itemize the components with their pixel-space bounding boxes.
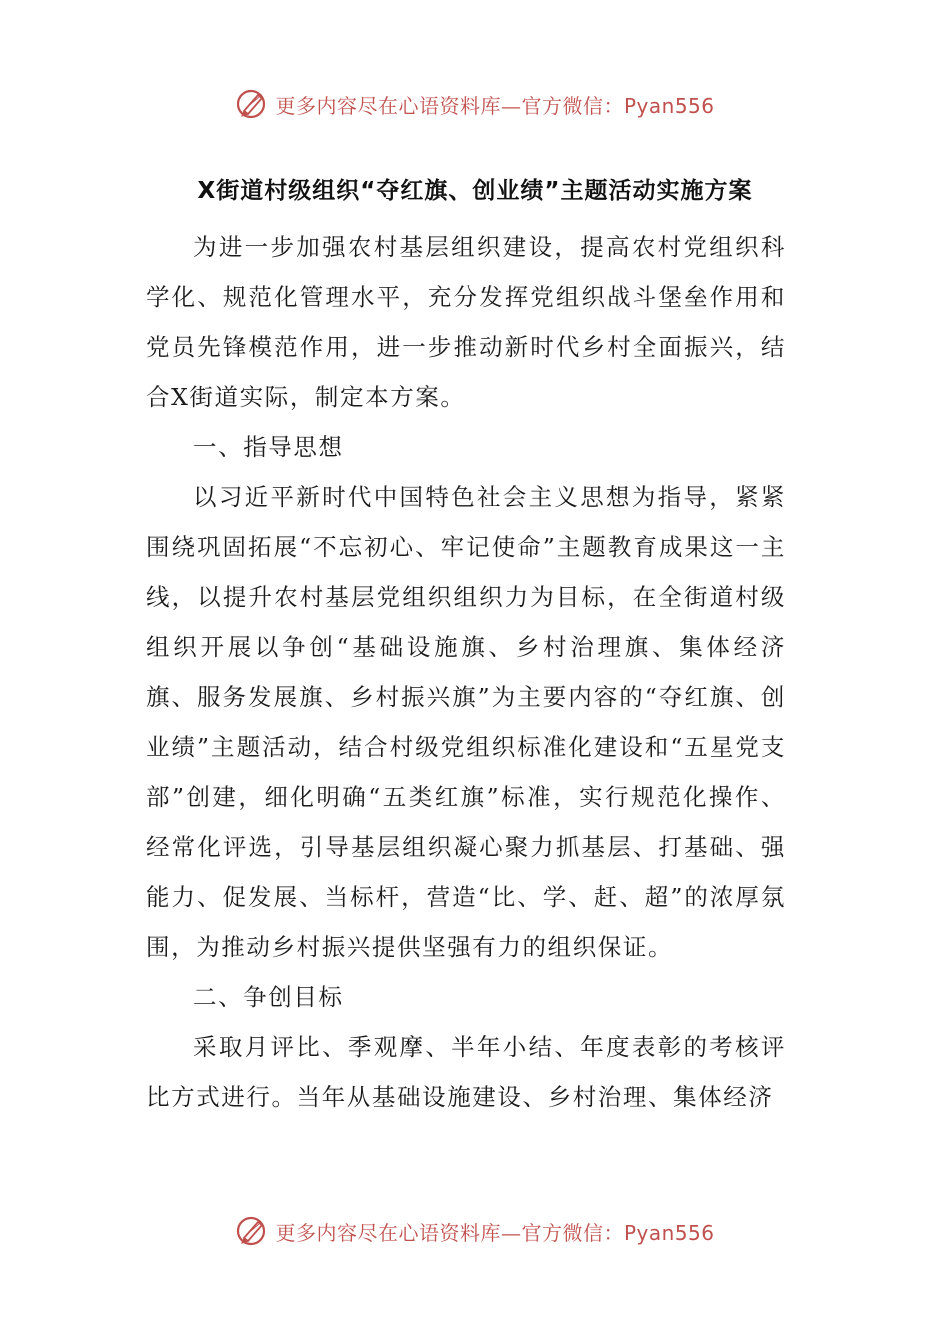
watermark-text [275,1217,714,1246]
document-title: X街道村级组织“夺红旗、创业绩”主题活动实施方案 [197,178,753,204]
section-heading-guiding-thought: 一、指导思想 [193,433,344,461]
watermark-label: 更多内容尽在心语资料库—官方微信： [275,1220,624,1245]
watermark-footer [0,1211,950,1251]
intro-paragraph: 为进一步加强农村基层组织建设，提高农村党组织科学化、规范化管理水平，充分发挥党组织战斗堡垒作用和党员先锋模范作用，进一步推动新时代乡村全面振兴，结合X街道实际，制定本方案。 [146,233,786,411]
watermark-wechat-id: Pyan556 [623,1220,715,1245]
watermark-text [275,90,714,119]
watermark-wechat-id: Pyan556 [623,93,715,118]
document-body [146,222,786,1122]
pen-logo-icon [235,87,269,121]
watermark-label: 更多内容尽在心语资料库—官方微信： [275,93,624,118]
goals-paragraph: 采取月评比、季观摩、半年小结、年度表彰的考核评比方式进行。当年从基础设施建设、乡村治理、集体经济 [146,1033,786,1111]
section-heading-goals: 二、争创目标 [193,983,344,1011]
guiding-thought-paragraph: 以习近平新时代中国特色社会主义思想为指导，紧紧围绕巩固拓展“不忘初心、牢记使命”主题教育成果这一主线，以提升农村基层党组织组织力为目标，在全街道村级组织开展以争创“基础设施旗、乡村治理旗、集体经济旗、服务发展旗、乡村振兴旗”为主要内容的“夺红旗、创业绩”主题活动，结合村级党组织标准化建设和“五星党支部”创建，细化明确“五类红旗”标准，实行规范化操作、经常化评选，引导基层组织凝心聚力抓基层、打基础、强能力、促发展、当标杆，营造“比、学、赶、超”的浓厚氛围，为推动乡村振兴提供坚强有力的组织保证。 [146,483,786,961]
pen-logo-icon [235,1214,269,1248]
watermark-header [0,84,950,124]
